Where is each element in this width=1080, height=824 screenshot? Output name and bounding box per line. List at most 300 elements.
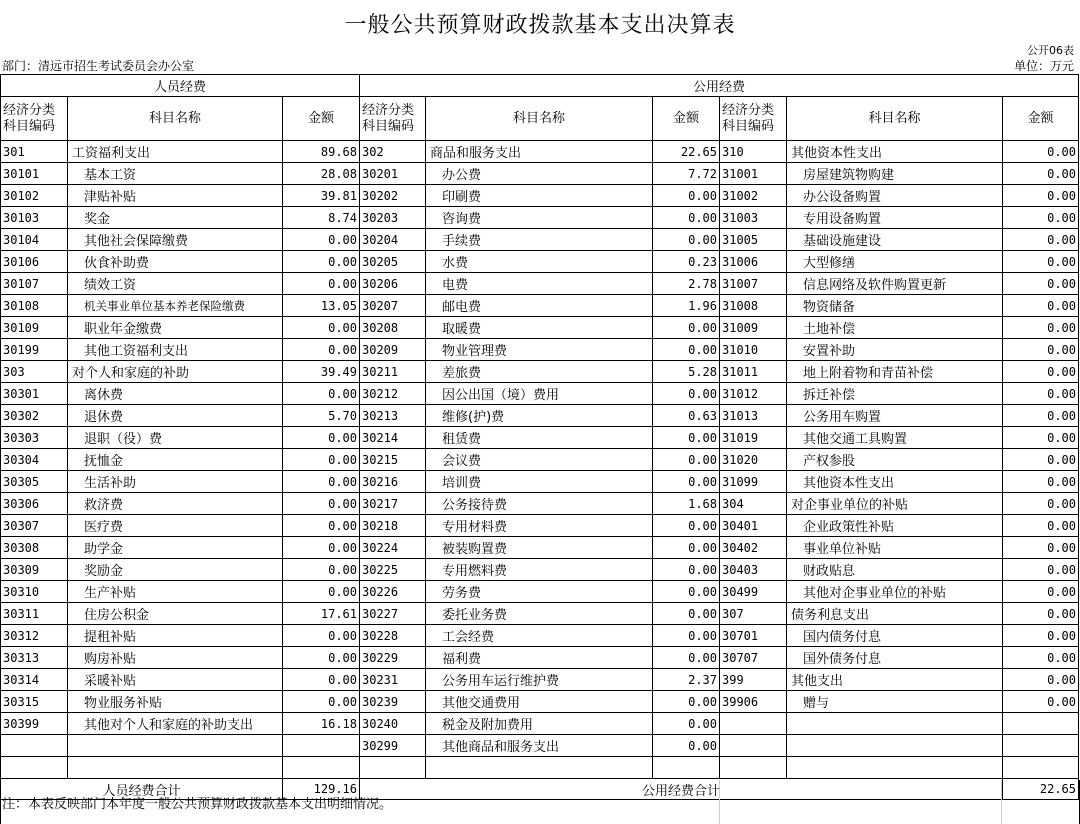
table-row — [1, 427, 1079, 449]
class-code-cell: 31009 — [720, 317, 787, 339]
class-code-cell: 30311 — [1, 603, 68, 625]
amount-cell: 0.00 — [1003, 207, 1079, 229]
table-row — [1, 185, 1079, 207]
amount-cell: 17.61 — [283, 603, 360, 625]
amount-cell: 0.00 — [283, 471, 360, 493]
footnote: 注：本表反映部门本年度一般公共预算财政拨款基本支出明细情况。 — [2, 797, 393, 812]
class-code-cell: 301 — [1, 141, 68, 163]
amount-cell: 0.00 — [1003, 163, 1079, 185]
amount-cell: 0.00 — [283, 229, 360, 251]
amount-cell: 0.00 — [653, 537, 720, 559]
amount-cell: 8.74 — [283, 207, 360, 229]
amount-cell: 0.00 — [653, 317, 720, 339]
class-code-cell: 30224 — [360, 537, 426, 559]
class-code-cell: 30107 — [1, 273, 68, 295]
unit-label: 单位：万元 — [1013, 59, 1074, 73]
class-code-cell: 31005 — [720, 229, 787, 251]
class-code-cell: 30217 — [360, 493, 426, 515]
table-row — [1, 757, 1079, 779]
amount-cell: 0.00 — [283, 339, 360, 361]
class-code-cell: 399 — [720, 669, 787, 691]
header-class-code: 经济分类科目编码 — [360, 97, 426, 141]
class-code-cell: 30203 — [360, 207, 426, 229]
class-code-cell: 307 — [720, 603, 787, 625]
class-code-cell: 31011 — [720, 361, 787, 383]
amount-cell: 0.00 — [1003, 625, 1079, 647]
amount-cell: 0.00 — [653, 229, 720, 251]
class-code-cell: 30204 — [360, 229, 426, 251]
amount-cell: 0.00 — [1003, 273, 1079, 295]
class-code-cell: 30104 — [1, 229, 68, 251]
item-name-cell: 其他资本性支出 — [787, 141, 1003, 163]
table-row — [1, 361, 1079, 383]
note-divider — [1001, 780, 1002, 824]
amount-cell — [1003, 757, 1079, 779]
amount-cell: 0.00 — [653, 471, 720, 493]
item-name-cell: 专用设备购置 — [787, 207, 1003, 229]
item-name-cell: 物资储备 — [787, 295, 1003, 317]
item-name-cell: 电费 — [426, 273, 653, 295]
header-amount: 金额 — [653, 97, 720, 141]
item-name-cell — [787, 713, 1003, 735]
class-code-cell — [720, 713, 787, 735]
amount-cell: 39.49 — [283, 361, 360, 383]
item-name-cell: 退休费 — [68, 405, 283, 427]
item-name-cell: 对企事业单位的补贴 — [787, 493, 1003, 515]
amount-cell: 0.00 — [283, 647, 360, 669]
class-code-cell: 39906 — [720, 691, 787, 713]
class-code-cell: 30312 — [1, 625, 68, 647]
amount-cell: 0.00 — [653, 427, 720, 449]
class-code-cell: 30207 — [360, 295, 426, 317]
class-code-cell: 303 — [1, 361, 68, 383]
class-code-cell: 30212 — [360, 383, 426, 405]
item-name-cell: 国外债务付息 — [787, 647, 1003, 669]
amount-cell: 22.65 — [653, 141, 720, 163]
amount-cell: 0.00 — [283, 427, 360, 449]
class-code-cell: 30206 — [360, 273, 426, 295]
amount-cell: 0.00 — [1003, 405, 1079, 427]
amount-cell: 0.00 — [283, 251, 360, 273]
item-name-cell — [68, 757, 283, 779]
amount-cell: 28.08 — [283, 163, 360, 185]
class-code-cell: 30213 — [360, 405, 426, 427]
item-name-cell: 维修(护)费 — [426, 405, 653, 427]
item-name-cell: 工会经费 — [426, 625, 653, 647]
expenditure-table — [0, 74, 1079, 800]
item-name-cell — [68, 735, 283, 757]
amount-cell: 0.00 — [1003, 361, 1079, 383]
item-name-cell: 咨询费 — [426, 207, 653, 229]
item-name-cell: 债务利息支出 — [787, 603, 1003, 625]
item-name-cell: 采暖补贴 — [68, 669, 283, 691]
header-name: 科目名称 — [426, 97, 653, 141]
item-name-cell: 租赁费 — [426, 427, 653, 449]
amount-cell: 13.05 — [283, 295, 360, 317]
item-name-cell: 其他商品和服务支出 — [426, 735, 653, 757]
item-name-cell: 其他对企事业单位的补贴 — [787, 581, 1003, 603]
class-code-cell: 30307 — [1, 515, 68, 537]
class-code-cell: 30240 — [360, 713, 426, 735]
item-name-cell: 被装购置费 — [426, 537, 653, 559]
class-code-cell: 30701 — [720, 625, 787, 647]
item-name-cell: 因公出国（境）费用 — [426, 383, 653, 405]
class-code-cell: 30216 — [360, 471, 426, 493]
table-row — [1, 273, 1079, 295]
item-name-cell: 土地补偿 — [787, 317, 1003, 339]
section-public: 公用经费 — [360, 75, 1079, 97]
table-row — [1, 603, 1079, 625]
table-body — [1, 141, 1079, 779]
header-name: 科目名称 — [787, 97, 1003, 141]
amount-cell: 0.00 — [1003, 427, 1079, 449]
amount-cell: 0.00 — [653, 449, 720, 471]
amount-cell: 0.00 — [1003, 295, 1079, 317]
item-name-cell: 提租补贴 — [68, 625, 283, 647]
class-code-cell: 31013 — [720, 405, 787, 427]
class-code-cell: 30707 — [720, 647, 787, 669]
amount-cell: 0.00 — [283, 691, 360, 713]
table-row — [1, 471, 1079, 493]
class-code-cell: 30231 — [360, 669, 426, 691]
class-code-cell: 30202 — [360, 185, 426, 207]
amount-cell: 0.00 — [1003, 559, 1079, 581]
item-name-cell: 公务用车运行维护费 — [426, 669, 653, 691]
header-amount: 金额 — [1003, 97, 1079, 141]
item-name-cell: 赠与 — [787, 691, 1003, 713]
table-row — [1, 229, 1079, 251]
amount-cell: 0.00 — [1003, 317, 1079, 339]
amount-cell: 0.00 — [653, 515, 720, 537]
amount-cell: 0.23 — [653, 251, 720, 273]
class-code-cell: 30102 — [1, 185, 68, 207]
personnel-total-label: 人员经费合计 — [1, 779, 283, 800]
amount-cell: 0.00 — [1003, 383, 1079, 405]
amount-cell: 0.00 — [653, 185, 720, 207]
item-name-cell: 地上附着物和青苗补偿 — [787, 361, 1003, 383]
class-code-cell: 31010 — [720, 339, 787, 361]
amount-cell: 0.00 — [1003, 185, 1079, 207]
amount-cell: 0.00 — [1003, 229, 1079, 251]
item-name-cell: 其他工资福利支出 — [68, 339, 283, 361]
amount-cell: 0.00 — [283, 449, 360, 471]
public-total-amount: 22.65 — [1003, 779, 1079, 800]
item-name-cell: 安置补助 — [787, 339, 1003, 361]
item-name-cell: 福利费 — [426, 647, 653, 669]
item-name-cell: 伙食补助费 — [68, 251, 283, 273]
amount-cell: 0.00 — [653, 383, 720, 405]
public-total-label: 公用经费合计 — [360, 779, 1003, 800]
amount-cell: 0.00 — [653, 207, 720, 229]
item-name-cell: 对个人和家庭的补助 — [68, 361, 283, 383]
amount-cell: 2.78 — [653, 273, 720, 295]
class-code-cell: 304 — [720, 493, 787, 515]
item-name-cell: 其他支出 — [787, 669, 1003, 691]
item-name-cell: 差旅费 — [426, 361, 653, 383]
table-row — [1, 537, 1079, 559]
amount-cell: 0.00 — [653, 625, 720, 647]
item-name-cell: 印刷费 — [426, 185, 653, 207]
item-name-cell: 助学金 — [68, 537, 283, 559]
item-name-cell: 大型修缮 — [787, 251, 1003, 273]
class-code-cell: 30225 — [360, 559, 426, 581]
item-name-cell: 国内债务付息 — [787, 625, 1003, 647]
item-name-cell: 劳务费 — [426, 581, 653, 603]
item-name-cell: 医疗费 — [68, 515, 283, 537]
amount-cell: 0.00 — [653, 603, 720, 625]
amount-cell: 0.00 — [283, 581, 360, 603]
class-code-cell: 30310 — [1, 581, 68, 603]
class-code-cell: 30239 — [360, 691, 426, 713]
table-row — [1, 735, 1079, 757]
class-code-cell: 30214 — [360, 427, 426, 449]
item-name-cell: 公务用车购置 — [787, 405, 1003, 427]
table-row — [1, 713, 1079, 735]
class-code-cell: 31007 — [720, 273, 787, 295]
class-code-cell: 30309 — [1, 559, 68, 581]
item-name-cell: 奖金 — [68, 207, 283, 229]
table-row — [1, 449, 1079, 471]
item-name-cell: 生活补助 — [68, 471, 283, 493]
item-name-cell: 取暖费 — [426, 317, 653, 339]
class-code-cell: 31020 — [720, 449, 787, 471]
table-row — [1, 581, 1079, 603]
class-code-cell: 31001 — [720, 163, 787, 185]
amount-cell: 0.00 — [283, 493, 360, 515]
amount-cell: 39.81 — [283, 185, 360, 207]
item-name-cell: 水费 — [426, 251, 653, 273]
item-name-cell: 商品和服务支出 — [426, 141, 653, 163]
table-row — [1, 625, 1079, 647]
class-code-cell: 30106 — [1, 251, 68, 273]
amount-cell: 0.00 — [653, 735, 720, 757]
amount-cell: 0.00 — [1003, 339, 1079, 361]
amount-cell — [1003, 735, 1079, 757]
header-name: 科目名称 — [68, 97, 283, 141]
item-name-cell: 生产补贴 — [68, 581, 283, 603]
class-code-cell: 30399 — [1, 713, 68, 735]
class-code-cell: 310 — [720, 141, 787, 163]
amount-cell: 1.68 — [653, 493, 720, 515]
table-row — [1, 515, 1079, 537]
amount-cell: 0.00 — [283, 317, 360, 339]
item-name-cell: 物业服务补贴 — [68, 691, 283, 713]
header-class-code: 经济分类科目编码 — [720, 97, 787, 141]
class-code-cell: 30228 — [360, 625, 426, 647]
table-row — [1, 339, 1079, 361]
item-name-cell: 税金及附加费用 — [426, 713, 653, 735]
item-name-cell: 财政贴息 — [787, 559, 1003, 581]
item-name-cell: 购房补贴 — [68, 647, 283, 669]
item-name-cell: 物业管理费 — [426, 339, 653, 361]
class-code-cell: 30401 — [720, 515, 787, 537]
amount-cell — [1003, 713, 1079, 735]
item-name-cell: 专用燃料费 — [426, 559, 653, 581]
amount-cell: 2.37 — [653, 669, 720, 691]
class-code-cell: 30218 — [360, 515, 426, 537]
amount-cell: 0.63 — [653, 405, 720, 427]
item-name-cell: 其他交通费用 — [426, 691, 653, 713]
table-code: 公开06表 — [1027, 44, 1074, 57]
item-name-cell: 拆迁补偿 — [787, 383, 1003, 405]
class-code-cell: 31099 — [720, 471, 787, 493]
table-row — [1, 647, 1079, 669]
class-code-cell: 31003 — [720, 207, 787, 229]
class-code-cell: 30209 — [360, 339, 426, 361]
class-code-cell: 30108 — [1, 295, 68, 317]
item-name-cell: 委托业务费 — [426, 603, 653, 625]
class-code-cell — [720, 757, 787, 779]
amount-cell: 0.00 — [1003, 669, 1079, 691]
class-code-cell: 30315 — [1, 691, 68, 713]
item-name-cell: 救济费 — [68, 493, 283, 515]
class-code-cell: 30299 — [360, 735, 426, 757]
item-name-cell: 其他资本性支出 — [787, 471, 1003, 493]
class-code-cell — [720, 735, 787, 757]
class-code-cell: 30199 — [1, 339, 68, 361]
class-code-cell: 30101 — [1, 163, 68, 185]
class-code-cell: 30314 — [1, 669, 68, 691]
header-class-code: 经济分类科目编码 — [1, 97, 68, 141]
amount-cell: 0.00 — [283, 559, 360, 581]
class-code-cell: 30304 — [1, 449, 68, 471]
item-name-cell: 房屋建筑物购建 — [787, 163, 1003, 185]
class-code-cell — [1, 757, 68, 779]
item-name-cell: 基本工资 — [68, 163, 283, 185]
amount-cell: 0.00 — [1003, 449, 1079, 471]
class-code-cell — [1, 735, 68, 757]
amount-cell: 0.00 — [1003, 603, 1079, 625]
note-divider — [719, 780, 720, 824]
class-code-cell: 30499 — [720, 581, 787, 603]
class-code-cell: 302 — [360, 141, 426, 163]
amount-cell: 0.00 — [1003, 537, 1079, 559]
class-code-cell: 30109 — [1, 317, 68, 339]
class-code-cell: 30208 — [360, 317, 426, 339]
class-code-cell: 30403 — [720, 559, 787, 581]
item-name-cell: 邮电费 — [426, 295, 653, 317]
amount-cell: 1.96 — [653, 295, 720, 317]
class-code-cell: 30306 — [1, 493, 68, 515]
amount-cell — [283, 757, 360, 779]
class-code-cell: 30226 — [360, 581, 426, 603]
class-code-cell: 31006 — [720, 251, 787, 273]
class-code-cell: 30215 — [360, 449, 426, 471]
amount-cell — [653, 757, 720, 779]
class-code-cell: 30313 — [1, 647, 68, 669]
table-row — [1, 141, 1079, 163]
item-name-cell: 机关事业单位基本养老保险缴费 — [68, 295, 283, 317]
amount-cell: 0.00 — [653, 713, 720, 735]
amount-cell: 0.00 — [283, 669, 360, 691]
item-name-cell: 培训费 — [426, 471, 653, 493]
class-code-cell: 31008 — [720, 295, 787, 317]
table-row — [1, 669, 1079, 691]
amount-cell: 0.00 — [653, 581, 720, 603]
item-name-cell: 退职（役）费 — [68, 427, 283, 449]
amount-cell: 0.00 — [653, 691, 720, 713]
class-code-cell: 30302 — [1, 405, 68, 427]
amount-cell: 89.68 — [283, 141, 360, 163]
amount-cell: 7.72 — [653, 163, 720, 185]
table-row — [1, 317, 1079, 339]
report-title: 一般公共预算财政拨款基本支出决算表 — [344, 13, 736, 38]
item-name-cell: 事业单位补贴 — [787, 537, 1003, 559]
amount-cell: 0.00 — [283, 273, 360, 295]
item-name-cell: 工资福利支出 — [68, 141, 283, 163]
table-row — [1, 295, 1079, 317]
amount-cell: 0.00 — [1003, 515, 1079, 537]
amount-cell: 0.00 — [1003, 581, 1079, 603]
table-row — [1, 493, 1079, 515]
department-label: 部门：清远市招生考试委员会办公室 — [2, 59, 195, 73]
item-name-cell: 产权参股 — [787, 449, 1003, 471]
item-name-cell: 专用材料费 — [426, 515, 653, 537]
class-code-cell: 30103 — [1, 207, 68, 229]
amount-cell: 0.00 — [1003, 471, 1079, 493]
item-name-cell: 住房公积金 — [68, 603, 283, 625]
table-row — [1, 383, 1079, 405]
table-row — [1, 405, 1079, 427]
amount-cell: 0.00 — [1003, 493, 1079, 515]
personnel-total-amount: 129.16 — [283, 779, 360, 800]
item-name-cell: 津贴补贴 — [68, 185, 283, 207]
class-code-cell: 30301 — [1, 383, 68, 405]
class-code-cell — [360, 757, 426, 779]
item-name-cell: 职业年金缴费 — [68, 317, 283, 339]
item-name-cell: 抚恤金 — [68, 449, 283, 471]
table-row — [1, 559, 1079, 581]
class-code-cell: 30227 — [360, 603, 426, 625]
item-name-cell: 离休费 — [68, 383, 283, 405]
class-code-cell: 30402 — [720, 537, 787, 559]
class-code-cell: 31012 — [720, 383, 787, 405]
class-code-cell: 30205 — [360, 251, 426, 273]
class-code-cell: 31002 — [720, 185, 787, 207]
item-name-cell: 手续费 — [426, 229, 653, 251]
item-name-cell: 办公设备购置 — [787, 185, 1003, 207]
table-row — [1, 163, 1079, 185]
table-row — [1, 207, 1079, 229]
amount-cell: 0.00 — [653, 339, 720, 361]
class-code-cell: 30211 — [360, 361, 426, 383]
amount-cell: 0.00 — [283, 625, 360, 647]
item-name-cell: 其他社会保障缴费 — [68, 229, 283, 251]
amount-cell: 16.18 — [283, 713, 360, 735]
class-code-cell: 31019 — [720, 427, 787, 449]
amount-cell: 0.00 — [653, 647, 720, 669]
table-row — [1, 251, 1079, 273]
item-name-cell: 绩效工资 — [68, 273, 283, 295]
amount-cell: 0.00 — [653, 559, 720, 581]
item-name-cell: 企业政策性补贴 — [787, 515, 1003, 537]
item-name-cell — [787, 757, 1003, 779]
item-name-cell: 奖励金 — [68, 559, 283, 581]
amount-cell: 0.00 — [283, 515, 360, 537]
class-code-cell: 30308 — [1, 537, 68, 559]
item-name-cell: 其他对个人和家庭的补助支出 — [68, 713, 283, 735]
header-amount: 金额 — [283, 97, 360, 141]
item-name-cell: 会议费 — [426, 449, 653, 471]
table-row — [1, 691, 1079, 713]
amount-cell: 5.28 — [653, 361, 720, 383]
class-code-cell: 30305 — [1, 471, 68, 493]
amount-cell: 0.00 — [283, 537, 360, 559]
item-name-cell: 信息网络及软件购置更新 — [787, 273, 1003, 295]
item-name-cell: 基础设施建设 — [787, 229, 1003, 251]
item-name-cell — [787, 735, 1003, 757]
item-name-cell — [426, 757, 653, 779]
